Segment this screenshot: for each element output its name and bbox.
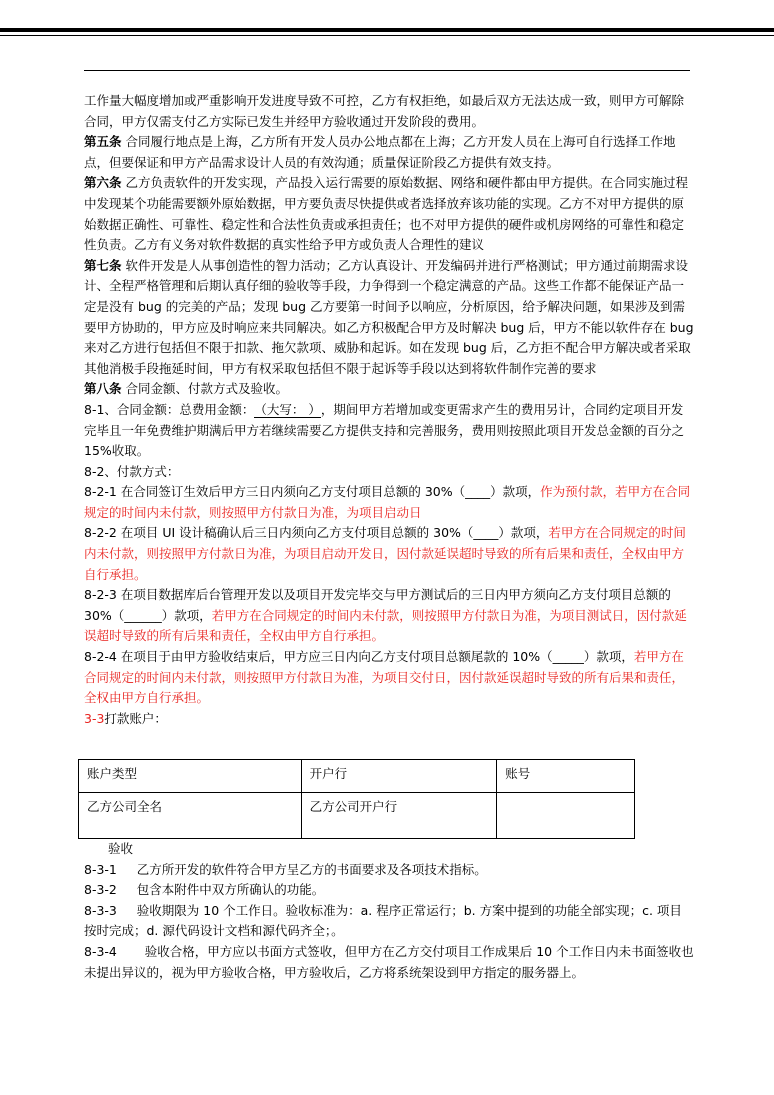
- clause-3-3-number: 3-3: [84, 710, 105, 726]
- article-8-heading: 第八条: [84, 381, 122, 397]
- article-6-heading: 第六条: [84, 175, 122, 191]
- clause-8-2-1-text: 8-2-1 在合同签订生效后甲方三日内须向乙方支付项目总额的 30%（____）款项，: [84, 484, 541, 500]
- acceptance-item-2: [84, 880, 694, 901]
- acceptance-item-1-number: 8-3-1: [84, 861, 117, 877]
- clause-8-2-2-text: 8-2-2 在项目 UI 设计稿确认后三日内须向乙方支付项目总额的 30%（____）款项，: [84, 525, 549, 541]
- clause-8-2-4-text: 8-2-4 在项目于由甲方验收结束后，甲方应三日内向乙方支付项目总额尾款的 10%（_____）款项，: [84, 649, 634, 665]
- article-8: [84, 379, 694, 400]
- article-7-heading: 第七条: [84, 257, 122, 273]
- article-5-text: 合同履行地点是上海，乙方所有开发人员办公地点都在上海；乙方开发人员在上海可自行选择工作地点，但要保证和甲方产品需求设计人员的有效沟通；质量保证阶段乙方提供有效支持。: [84, 134, 676, 170]
- amount-in-words-blank: （大写： ）: [254, 401, 321, 417]
- clause-8-2-4-condition: 若甲方在合同规定的时间内未付款，则按照甲方付款日为准，为项目交付日，因付款延误超时导致的所有后果和责任，全权由甲方自行承担。: [84, 649, 685, 706]
- acceptance-item-4-number: 8-3-4: [84, 943, 117, 959]
- article-7: [84, 256, 694, 380]
- header-bank: 开户行: [301, 760, 497, 793]
- clause-8-2-3-text: 8-2-3 在项目数据库后台管理开发以及项目开发完毕交与甲方测试后的三日内甲方须向乙方支付项目总额的 30%（______）款项，: [84, 587, 671, 623]
- acceptance-item-3: [84, 901, 694, 942]
- clause-3-3-text: 打款账户：: [104, 710, 167, 726]
- clause-8-2-3: [84, 585, 694, 647]
- article-6: [84, 173, 694, 255]
- table-row: [79, 793, 635, 839]
- paragraph-continuation: 工作量大幅度增加或严重影响开发进度导致不可控，乙方有权拒绝，如最后双方无法达成一致，则甲方可解除合同，甲方仅需支付乙方实际已发生并经甲方验收通过开发阶段的费用。: [84, 93, 685, 129]
- clause-8-1: [84, 400, 694, 462]
- article-5-heading: 第五条: [84, 134, 122, 150]
- article-8-text: 合同金额、付款方式及验收。: [125, 381, 289, 397]
- clause-8-1-prefix: 8-1、合同金额：总费用金额：: [84, 401, 255, 417]
- acceptance-item-3-number: 8-3-3: [84, 902, 117, 918]
- article-5: [84, 132, 694, 173]
- acceptance-item-4: [84, 942, 694, 983]
- acceptance-item-4-text: 验收合格，甲方应以书面方式签收，但甲方在乙方交付项目工作成果后 10 个工作日内未书面签收也未提出异议的，视为甲方验收合格，甲方验收后，乙方将系统架设到甲方指定的服务器上。: [84, 943, 694, 980]
- article-7-text: 软件开发是人从事创造性的智力活动；乙方认真设计、开发编码并进行严格测试；甲方通过前期需求设计、全程严格管理和后期认真仔细的验收等手段，力争得到一个稳定满意的产品。这些工作都不能保证产品一定是没有 bug 的完美的产品；发现 bug 乙方要第一时间予以响应，分析原因，给予解决问题，如果涉及到需要甲方协助的，甲方应及时响应来共同解决。如乙方积极配合甲方及时解决 bug 后，甲方不能以软件存在 bug 来对乙方进行包括但不限于扣款、拖欠款项、威胁和起诉。如在发现 bug 后，乙方拒不配合甲方解决或者采取其他消极手段拖延时间，甲方有权采取包括但不限于起诉等手段以达到将软件制作完善的要求: [84, 257, 694, 376]
- table-header-row: [79, 760, 635, 793]
- acceptance-item-2-text: 包含本附件中双方所确认的功能。: [136, 882, 325, 898]
- cell-company-name: 乙方公司全名: [79, 793, 302, 839]
- acceptance-title: 验收: [108, 841, 134, 856]
- header-account-type: 账户类型: [79, 760, 302, 793]
- header-account-number: 账号: [497, 760, 635, 793]
- bank-account-table: [78, 759, 635, 839]
- clause-8-2: 8-2、付款方式：: [84, 463, 180, 479]
- clause-8-2-1: [84, 482, 694, 523]
- clause-8-2-3-condition: 若甲方在合同规定的时间内未付款，则按照甲方付款日为准，为项目测试日，因付款延误超时导致的所有后果和责任，全权由甲方自行承担。: [84, 607, 687, 644]
- header-rule-thick: [0, 28, 774, 32]
- acceptance-section: [84, 839, 694, 983]
- clause-8-1-suffix: ，期间甲方若增加或变更需求产生的费用另计，合同约定项目开发完毕且一年免费维护期满后甲方若继续需要乙方提供支持和完善服务，费用则按照此项目开发总金额的百分之 15%收取。: [84, 401, 685, 459]
- acceptance-item-1: [84, 860, 694, 881]
- header-rule-thin: [0, 35, 774, 36]
- page-header-line: [84, 70, 690, 71]
- acceptance-item-3-text: 验收期限为 10 个工作日。验收标准为：a. 程序正常运行；b. 方案中提到的功能全部实现；c. 项目按时完成；d. 源代码设计文档和源代码齐全；。: [84, 902, 682, 939]
- acceptance-item-2-number: 8-3-2: [84, 882, 117, 898]
- clause-3-3: [84, 709, 694, 730]
- article-6-text: 乙方负责软件的开发实现，产品投入运行需要的原始数据、网络和硬件都由甲方提供。在合同实施过程中发现某个功能需要额外原始数据，甲方要负责尽快提供或者选择放弃该功能的实现。乙方不对甲方提供的原始数据正确性、可靠性、稳定性和合法性负责或承担责任；也不对甲方提供的硬件或机房网络的可靠性和稳定性负责。乙方有义务对软件数据的真实性给予甲方或负责人合理性的建议: [84, 175, 689, 253]
- clause-8-2-2-condition: 若甲方在合同规定的时间内未付款，则按照甲方付款日为准，为项目启动开发日，因付款延误超时导致的所有后果和责任，全权由甲方自行承担。: [84, 525, 686, 582]
- cell-account-number: [497, 793, 635, 839]
- cell-company-bank: 乙方公司开户行: [301, 793, 497, 839]
- clause-8-2-4: [84, 647, 694, 709]
- contract-body: [84, 91, 694, 729]
- clause-8-2-2: [84, 523, 694, 585]
- clause-8-2-1-condition: 作为预付款，若甲方在合同规定的时间内未付款，则按照甲方付款日为准，为项目启动日: [84, 484, 691, 520]
- acceptance-item-1-text: 乙方所开发的软件符合甲方呈乙方的书面要求及各项技术指标。: [136, 861, 487, 877]
